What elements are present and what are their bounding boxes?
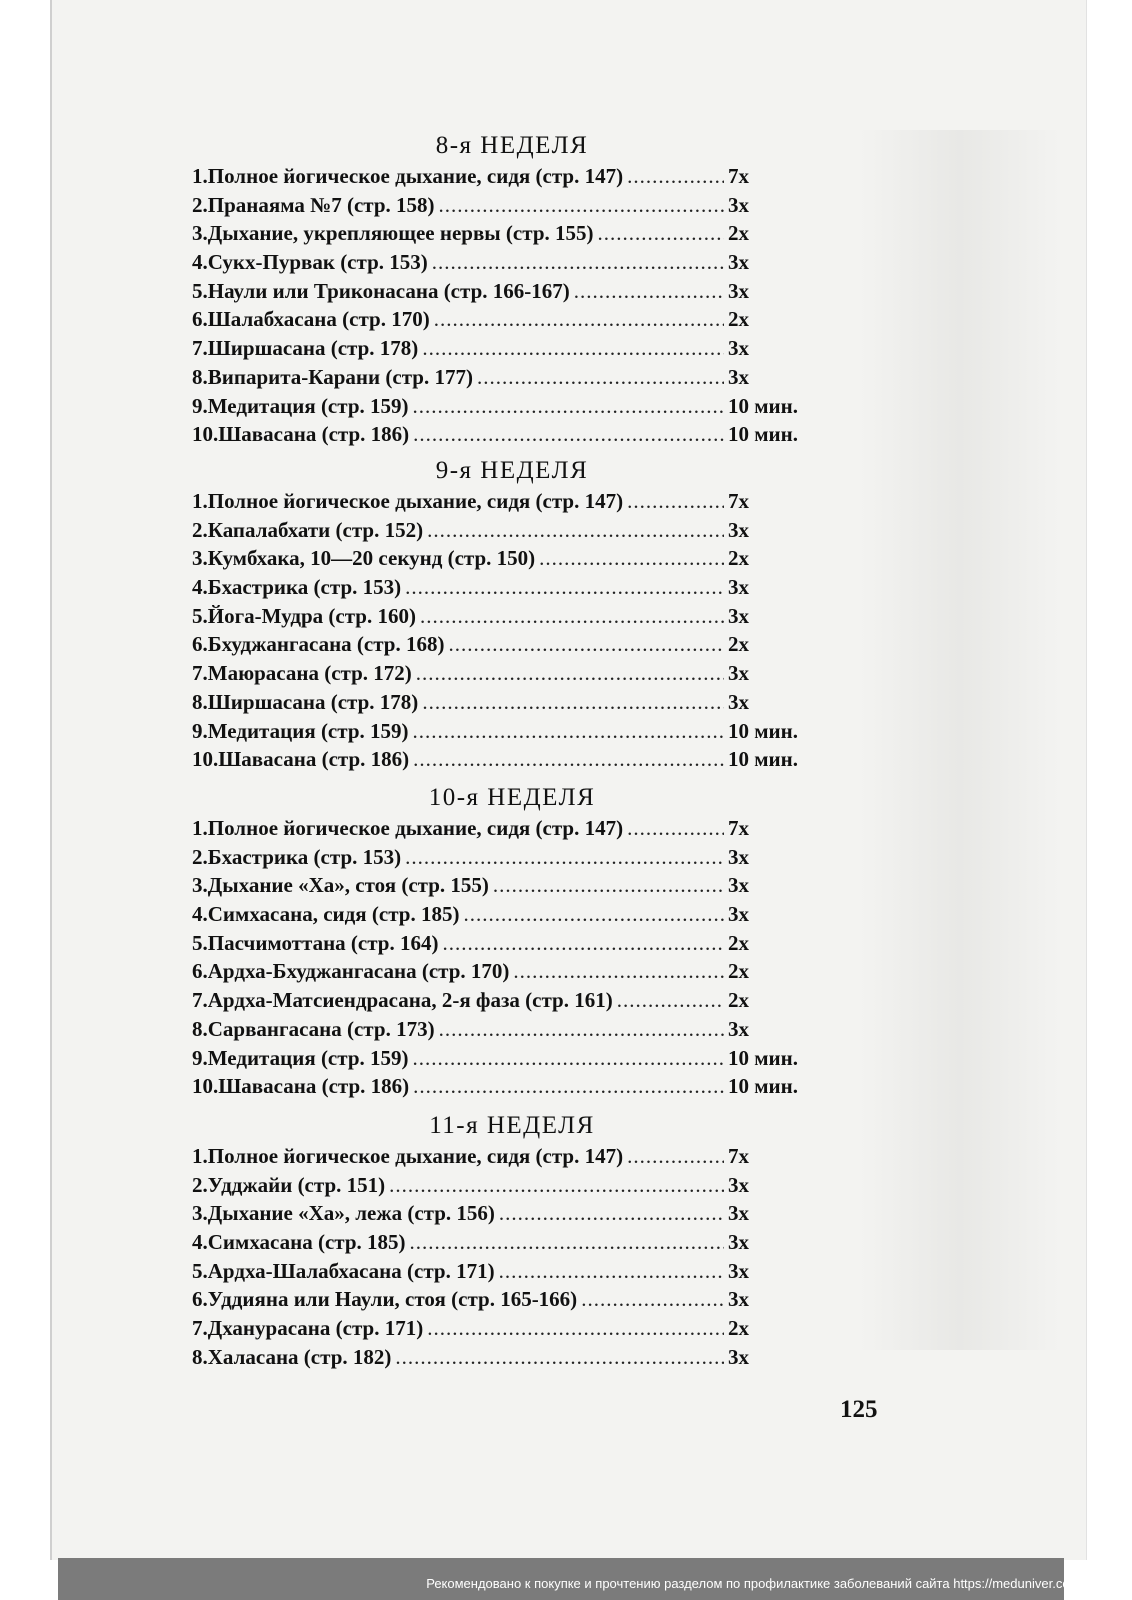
list-item [192, 931, 812, 960]
list-item [192, 1259, 812, 1288]
exercise-count: 3х [728, 517, 749, 542]
exercise-label: 4.Симхасана, сидя (стр. 185) [192, 902, 460, 927]
exercise-label: 3.Дыхание, укрепляющее нервы (стр. 155) [192, 221, 594, 246]
exercise-label: 10.Шавасана (стр. 186) [192, 1074, 410, 1099]
list-item [192, 1345, 812, 1374]
list-item [192, 988, 812, 1017]
dot-leader [427, 518, 724, 543]
dot-leader [499, 1201, 724, 1226]
dot-leader [413, 394, 724, 419]
list-item [192, 661, 812, 690]
exercise-label: 3.Дыхание «Ха», стоя (стр. 155) [192, 873, 489, 898]
exercise-label: 4.Бхастрика (стр. 153) [192, 575, 402, 600]
exercise-count: 3х [728, 902, 749, 927]
exercise-label: 2.Пранаяма №7 (стр. 158) [192, 192, 435, 217]
exercise-count: 3х [728, 661, 749, 686]
dot-leader [499, 1259, 724, 1284]
exercise-count: 7х [728, 816, 749, 840]
list-item [192, 873, 812, 902]
list-item [192, 604, 812, 633]
exercise-label: 6.Шалабхасана (стр. 170) [192, 307, 430, 332]
list-item [192, 1074, 812, 1103]
list-item [192, 164, 812, 193]
list-item [192, 1316, 812, 1345]
exercise-count: 10 мин. [728, 718, 799, 743]
list-item [192, 1230, 812, 1259]
dot-leader [410, 1230, 724, 1255]
exercise-label: 8.Сарвангасана (стр. 173) [192, 1016, 435, 1041]
exercise-label: 3.Кумбхака, 10—20 секунд (стр. 150) [192, 546, 536, 571]
exercise-count: 10 мин. [728, 393, 799, 418]
list-item [192, 279, 812, 308]
exercise-count: 3х [728, 1230, 749, 1255]
dot-leader [413, 422, 724, 447]
exercise-label: 2.Капалабхати (стр. 152) [192, 517, 424, 542]
list-item [192, 489, 812, 518]
list-item [192, 719, 812, 748]
exercise-count: 2х [728, 546, 749, 571]
list-item [192, 518, 812, 547]
week-title: 8-я НЕДЕЛЯ [435, 132, 589, 159]
show-through-shadow [860, 130, 1060, 1350]
exercise-count: 3х [728, 689, 749, 714]
dot-leader [413, 719, 724, 744]
dot-leader [413, 1046, 724, 1071]
exercise-count: 10 мин. [728, 747, 799, 772]
list-item [192, 394, 812, 423]
exercise-label: 7.Ширшасана (стр. 178) [192, 336, 419, 361]
dot-leader [416, 661, 724, 686]
dot-leader [539, 546, 724, 571]
exercise-count: 3х [728, 278, 749, 303]
list-item [192, 747, 812, 776]
exercise-label: 6.Ардха-Бхуджангасана (стр. 170) [192, 959, 510, 984]
dot-leader [442, 931, 724, 956]
list-item [192, 575, 812, 604]
list-item [192, 365, 812, 394]
footer-link-text: Рекомендовано к покупке и прочтению разделом по профилактике заболеваний сайта https://meduniver.com/ [426, 1576, 1084, 1591]
exercise-count: 3х [728, 1258, 749, 1283]
dot-leader [627, 816, 724, 841]
list-item [192, 816, 812, 845]
exercise-label: 1.Полное йогическое дыхание, сидя (стр. 147) [192, 164, 624, 188]
exercise-count: 2х [728, 959, 749, 984]
list-item [192, 959, 812, 988]
exercise-label: 1.Полное йогическое дыхание, сидя (стр. 147) [192, 489, 624, 513]
week-title: 9-я НЕДЕЛЯ [435, 457, 589, 484]
list-item [192, 1287, 812, 1316]
dot-leader [389, 1173, 724, 1198]
dot-leader [513, 959, 724, 984]
dot-leader [395, 1345, 724, 1370]
list-item [192, 1046, 812, 1075]
dot-leader [493, 873, 724, 898]
exercise-label: 7.Маюрасана (стр. 172) [192, 661, 412, 686]
list-item [192, 422, 812, 451]
exercise-label: 7.Ардха-Матсиендрасана, 2-я фаза (стр. 161) [192, 988, 613, 1013]
exercise-label: 1.Полное йогическое дыхание, сидя (стр. 147) [192, 1144, 624, 1168]
exercise-label: 9.Медитация (стр. 159) [192, 1045, 409, 1070]
exercise-count: 3х [728, 575, 749, 600]
exercise-label: 1.Полное йогическое дыхание, сидя (стр. 147) [192, 816, 624, 840]
exercise-count: 3х [728, 336, 749, 361]
dot-leader [413, 747, 724, 772]
list-item [192, 690, 812, 719]
exercise-count: 3х [728, 364, 749, 389]
exercise-count: 10 мин. [728, 422, 799, 447]
exercise-count: 2х [728, 988, 749, 1013]
exercise-label: 2.Бхастрика (стр. 153) [192, 844, 402, 869]
list-item [192, 1201, 812, 1230]
list-item [192, 221, 812, 250]
week-11-section [192, 1110, 812, 1374]
dot-leader [439, 1017, 724, 1042]
exercise-count: 3х [728, 603, 749, 628]
exercise-count: 3х [728, 1172, 749, 1197]
exercise-count: 2х [728, 632, 749, 657]
dot-leader [439, 193, 724, 218]
dot-leader [581, 1287, 724, 1312]
week-title: 11-я НЕДЕЛЯ [429, 1112, 595, 1139]
exercise-label: 9.Медитация (стр. 159) [192, 718, 409, 743]
exercise-count: 3х [728, 1016, 749, 1041]
exercise-count: 7х [728, 1144, 749, 1168]
list-item [192, 307, 812, 336]
dot-leader [463, 902, 724, 927]
dot-leader [627, 1144, 724, 1169]
exercise-label: 5.Йога-Мудра (стр. 160) [192, 603, 416, 628]
dot-leader [420, 604, 724, 629]
dot-leader [427, 1316, 724, 1341]
exercise-count: 10 мин. [728, 1074, 799, 1099]
exercise-count: 7х [728, 164, 749, 188]
week-10-section [192, 782, 812, 1103]
week-8-section [192, 130, 812, 451]
exercise-label: 10.Шавасана (стр. 186) [192, 422, 410, 447]
exercise-count: 3х [728, 250, 749, 275]
exercise-count: 7х [728, 489, 749, 513]
exercise-count: 3х [728, 873, 749, 898]
dot-leader [598, 221, 725, 246]
exercise-label: 9.Медитация (стр. 159) [192, 393, 409, 418]
exercise-label: 2.Удджайи (стр. 151) [192, 1172, 386, 1197]
page-number: 125 [840, 1396, 878, 1423]
exercise-count: 3х [728, 192, 749, 217]
dot-leader [434, 307, 724, 332]
exercise-count: 2х [728, 221, 749, 246]
list-item [192, 1017, 812, 1046]
week-9-section [192, 455, 812, 776]
exercise-label: 8.Випарита-Карани (стр. 177) [192, 364, 473, 389]
list-item [192, 336, 812, 365]
exercise-label: 6.Уддияна или Наули, стоя (стр. 165-166) [192, 1287, 578, 1312]
list-item [192, 250, 812, 279]
dot-leader [574, 279, 724, 304]
dot-leader [405, 575, 724, 600]
dot-leader [422, 690, 724, 715]
list-item [192, 546, 812, 575]
week-title: 10-я НЕДЕЛЯ [428, 784, 596, 811]
dot-leader [405, 845, 724, 870]
list-item [192, 1144, 812, 1173]
exercise-label: 4.Сукх-Пурвак (стр. 153) [192, 250, 428, 275]
dot-leader [432, 250, 724, 275]
exercise-label: 4.Симхасана (стр. 185) [192, 1230, 406, 1255]
list-item [192, 193, 812, 222]
list-item [192, 1173, 812, 1202]
exercise-count: 3х [728, 1201, 749, 1226]
exercise-count: 3х [728, 1287, 749, 1312]
exercise-label: 5.Наули или Триконасана (стр. 166-167) [192, 278, 570, 303]
dot-leader [422, 336, 724, 361]
exercise-count: 3х [728, 844, 749, 869]
exercise-label: 8.Ширшасана (стр. 178) [192, 689, 419, 714]
exercise-label: 6.Бхуджангасана (стр. 168) [192, 632, 445, 657]
exercise-label: 7.Дханурасана (стр. 171) [192, 1316, 424, 1341]
list-item [192, 845, 812, 874]
exercise-label: 5.Пасчимоттана (стр. 164) [192, 930, 439, 955]
dot-leader [627, 489, 724, 514]
exercise-label: 10.Шавасана (стр. 186) [192, 747, 410, 772]
exercise-label: 8.Халасана (стр. 182) [192, 1344, 392, 1369]
exercise-count: 10 мин. [728, 1045, 799, 1070]
dot-leader [617, 988, 724, 1013]
exercise-label: 3.Дыхание «Ха», лежа (стр. 156) [192, 1201, 495, 1226]
dot-leader [477, 365, 724, 390]
dot-leader [627, 164, 724, 189]
dot-leader [448, 632, 724, 657]
exercise-count: 2х [728, 307, 749, 332]
exercise-count: 2х [728, 930, 749, 955]
list-item [192, 632, 812, 661]
dot-leader [413, 1074, 724, 1099]
exercise-count: 3х [728, 1344, 749, 1369]
exercise-count: 2х [728, 1316, 749, 1341]
list-item [192, 902, 812, 931]
exercise-label: 5.Ардха-Шалабхасана (стр. 171) [192, 1258, 495, 1283]
